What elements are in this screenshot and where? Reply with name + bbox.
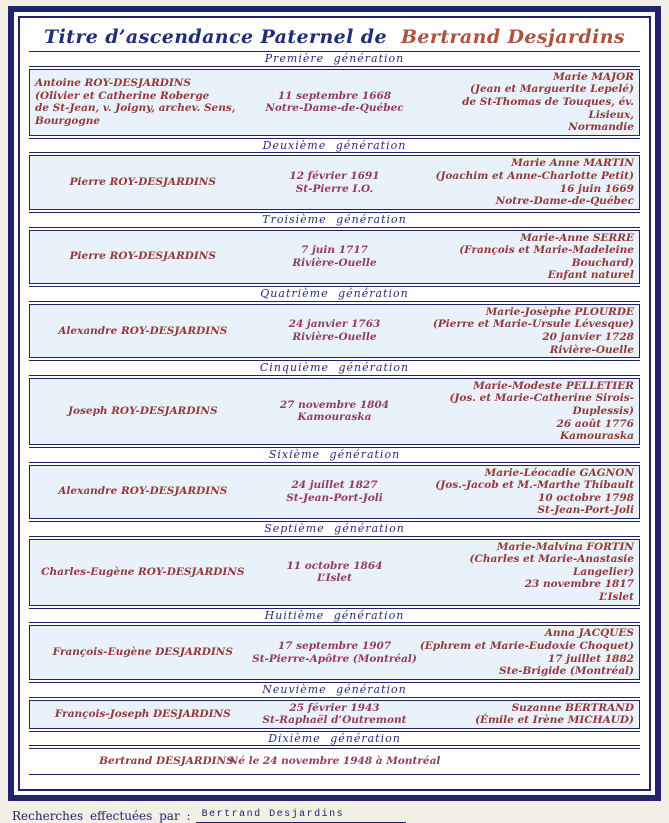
wife-line: Marie-Josèphe PLOURDE: [485, 305, 634, 318]
wife-line: L’Islet: [599, 591, 634, 604]
husband-line: Pierre ROY-DESJARDINS: [69, 250, 216, 263]
wife-line: (Charles et Marie-Anastasie Langelier): [469, 553, 634, 578]
generation-header-label: Neuvième génération: [262, 682, 407, 696]
husband-line: Alexandre ROY-DESJARDINS: [58, 324, 228, 337]
marriage-line: Rivière-Ouelle: [292, 256, 377, 269]
generation-header: [29, 212, 640, 228]
husband-line: de St-Jean, v. Joigny, archev. Sens,: [35, 102, 236, 115]
husband-column: [35, 541, 251, 604]
marriage-line: Kamouraska: [297, 411, 372, 424]
generation-box: [29, 155, 640, 209]
generation-header-label: Huitième génération: [264, 608, 405, 622]
wife-column: [418, 157, 634, 207]
generation-header-label: Quatrième génération: [260, 286, 409, 300]
generation-header-label: Septième génération: [264, 521, 405, 535]
generation-header-label: Deuxième génération: [262, 138, 407, 152]
generation-header: [29, 608, 640, 624]
wife-line: 16 juin 1669: [559, 182, 634, 195]
wife-line: (Jos.-Jacob et M.-Marthe Thibault: [435, 479, 634, 492]
wife-line: Anna JACQUES: [544, 627, 634, 640]
marriage-line: 25 février 1943: [289, 701, 380, 714]
wife-line: Ste-Brigide (Montréal): [499, 665, 634, 678]
generation-header: [29, 731, 640, 747]
wife-line: 10 octobre 1798: [538, 491, 634, 504]
wife-line: Notre-Dame-de-Québec: [495, 195, 634, 208]
generation-box: [29, 465, 640, 519]
wife-line: 26 août 1776: [556, 417, 634, 430]
generation-box: [29, 378, 640, 445]
generation-box: [29, 625, 640, 679]
generation-header-label: Dixième génération: [268, 731, 401, 745]
husband-line: (Olivier et Catherine Roberge: [35, 89, 210, 102]
marriage-line: St-Pierre-Apôtre (Montréal): [252, 652, 417, 665]
wife-column: [418, 306, 634, 356]
husband-line: Alexandre ROY-DESJARDINS: [58, 485, 228, 498]
marriage-line: St-Jean-Port-Joli: [286, 491, 383, 504]
marriage-line: Rivière-Ouelle: [292, 330, 377, 343]
marriage-line: 11 septembre 1668: [277, 89, 392, 102]
wife-column: [418, 71, 634, 134]
husband-column: [35, 627, 251, 677]
husband-line: François-Joseph DESJARDINS: [54, 707, 231, 720]
marriage-line: 24 janvier 1763: [288, 318, 381, 331]
husband-column: [35, 71, 251, 134]
marriage-line: L’Islet: [317, 572, 352, 585]
wife-line: Marie-Anne SERRE: [520, 231, 634, 244]
husband-column: [35, 702, 251, 727]
page-title: [29, 22, 640, 51]
document-frame: [8, 6, 661, 801]
wife-line: (Jos. et Marie-Catherine Sirois-Duplessis): [449, 392, 634, 418]
generation-box: [29, 539, 640, 606]
husband-column: [35, 157, 251, 207]
generation-box: [29, 304, 640, 358]
marriage-line: 27 novembre 1804: [279, 398, 390, 411]
footer-label: Recherches effectuées par :: [12, 809, 191, 823]
wife-line: Kamouraska: [559, 430, 634, 443]
generation-header: [29, 138, 640, 154]
generation-header: [29, 682, 640, 698]
marriage-line: 17 septembre 1907: [277, 640, 392, 652]
wife-line: 23 novembre 1817: [524, 578, 634, 591]
generation-header-label: Première génération: [264, 52, 405, 65]
generation-header-label: Troisième génération: [262, 212, 407, 226]
marriage-line: 12 février 1691: [289, 170, 380, 183]
generation-header: [29, 360, 640, 376]
wife-column: [418, 627, 634, 677]
marriage-column: [251, 71, 419, 134]
final-generation-row: [29, 748, 640, 775]
wife-column: [418, 380, 634, 443]
marriage-line: 24 juillet 1827: [291, 479, 378, 492]
generation-header-label: Cinquième génération: [259, 361, 410, 375]
marriage-line: 7 juin 1717: [301, 244, 368, 257]
title-person-name: Bertrand Desjardins: [400, 26, 626, 48]
wife-line: Suzanne BERTRAND: [511, 701, 634, 714]
wife-line: Enfant naturel: [547, 269, 634, 282]
generation-box: [29, 69, 640, 136]
wife-line: Marie-Modeste PELLETIER: [473, 379, 634, 392]
wife-line: (François et Marie-Madeleine Bouchard): [459, 244, 634, 269]
final-person-name: Bertrand DESJARDINS: [99, 755, 234, 768]
marriage-line: St-Raphaël d’Outremont: [262, 714, 407, 727]
husband-column: [35, 306, 251, 356]
wife-line: (Jean et Marguerite Lepelé): [470, 83, 634, 96]
marriage-column: [251, 380, 419, 443]
wife-line: Marie-Malvina FORTIN: [496, 540, 634, 553]
generation-box: [29, 700, 640, 729]
generation-header: [29, 447, 640, 463]
wife-line: 20 janvier 1728: [542, 330, 634, 343]
wife-line: (Émile et Irène MICHAUD): [475, 714, 634, 727]
wife-line: (Pierre et Marie-Ursule Lévesque): [432, 318, 634, 331]
wife-column: [418, 467, 634, 517]
generation-header: [29, 286, 640, 302]
marriage-column: [251, 157, 419, 207]
husband-line: François-Eugène DESJARDINS: [52, 646, 233, 659]
wife-line: St-Jean-Port-Joli: [537, 504, 634, 517]
generation-header: [29, 521, 640, 537]
marriage-column: [251, 627, 419, 677]
generation-box: [29, 230, 640, 284]
wife-line: Normandie: [568, 121, 634, 134]
researcher-signature: Bertrand Desjardins: [196, 809, 406, 823]
wife-line: (Ephrem et Marie-Eudoxie Choquet): [419, 640, 634, 652]
husband-line: Charles-Eugène ROY-DESJARDINS: [41, 565, 245, 578]
wife-line: de St-Thomas de Touques, év. Lisieux,: [462, 95, 634, 121]
marriage-column: [251, 232, 419, 282]
document-inner-frame: [18, 16, 651, 791]
husband-column: [35, 232, 251, 282]
husband-column: [35, 380, 251, 443]
marriage-column: [251, 541, 419, 604]
wife-column: [418, 702, 634, 727]
husband-line: Bourgogne: [35, 114, 101, 127]
marriage-column: [251, 467, 419, 517]
marriage-column: [251, 702, 419, 727]
marriage-column: [251, 306, 419, 356]
husband-line: Antoine ROY-DESJARDINS: [35, 77, 191, 90]
wife-column: [418, 541, 634, 604]
husband-column: [35, 467, 251, 517]
wife-line: Marie MAJOR: [553, 70, 634, 83]
marriage-line: Notre-Dame-de-Québec: [265, 102, 404, 115]
wife-line: Rivière-Ouelle: [549, 343, 634, 356]
wife-line: 17 juillet 1882: [547, 652, 634, 665]
husband-line: Pierre ROY-DESJARDINS: [69, 176, 216, 189]
generation-header-label: Sixième génération: [268, 447, 401, 461]
wife-line: (Joachim et Anne-Charlotte Petit): [435, 170, 634, 183]
title-prefix: Titre d’ascendance Paternel de: [43, 26, 387, 48]
husband-line: Joseph ROY-DESJARDINS: [68, 405, 218, 418]
footer: [12, 809, 669, 823]
wife-column: [418, 232, 634, 282]
ancestry-table: [29, 51, 640, 729]
marriage-line: St-Pierre I.O.: [295, 182, 374, 195]
wife-line: Marie Anne MARTIN: [511, 157, 634, 170]
final-birth-note: Né le 24 novembre 1948 à Montréal: [228, 755, 441, 768]
generation-header: [29, 51, 640, 67]
marriage-line: 11 octobre 1864: [286, 559, 383, 572]
wife-line: Marie-Léocadie GAGNON: [484, 466, 634, 479]
